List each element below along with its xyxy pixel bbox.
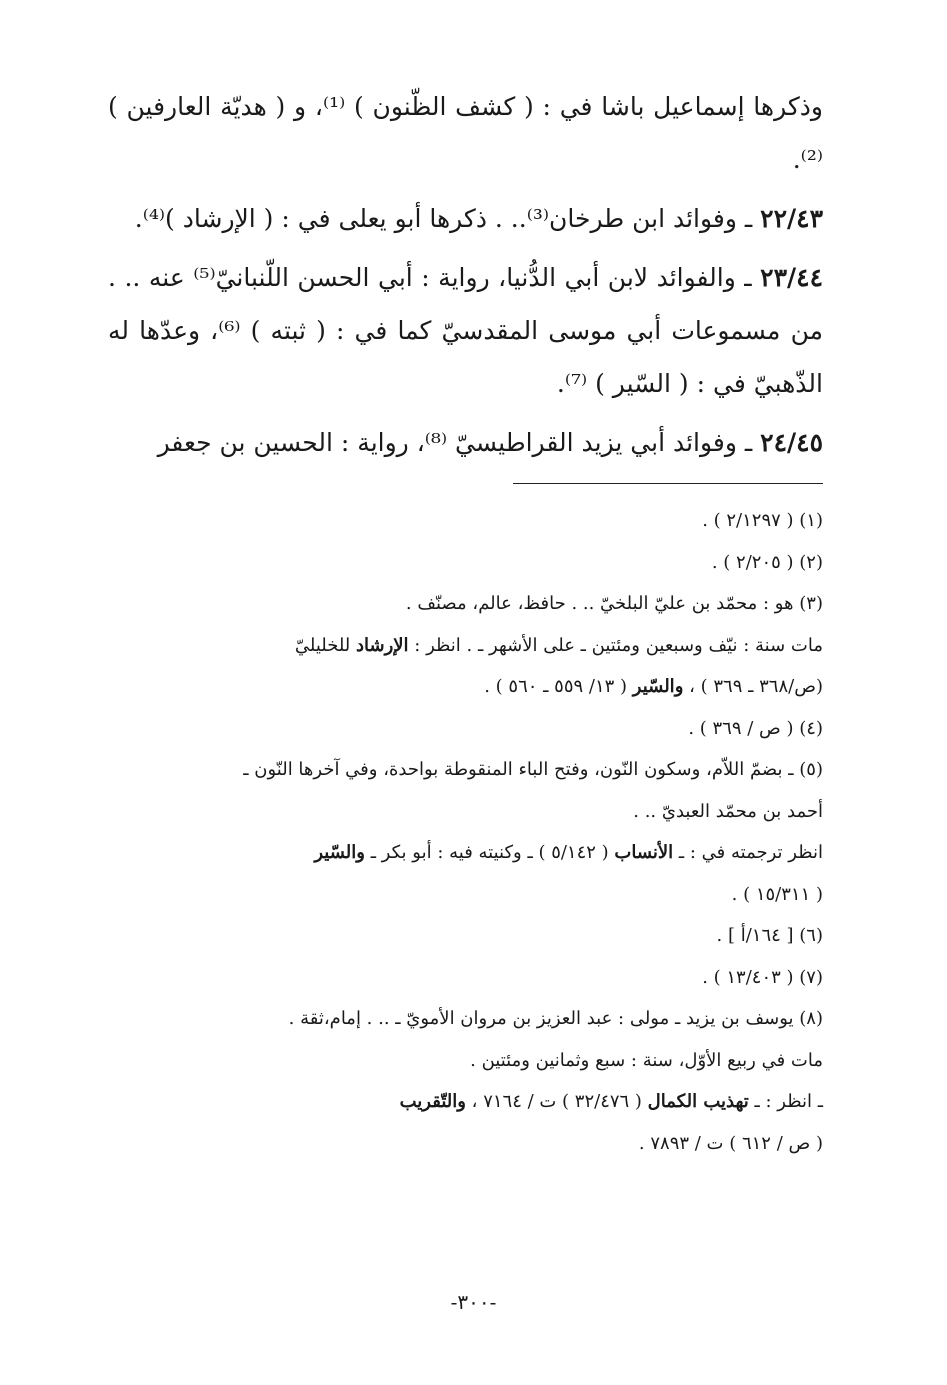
footnote-line <box>108 542 823 584</box>
footnote-line <box>108 666 823 708</box>
footnote-line <box>108 749 823 791</box>
footnote-text: انظر ترجمته في : ـ <box>673 842 823 863</box>
footnote-line <box>108 915 823 957</box>
footnote-text: مات سنة : نيّف وسبعين ومئتين ـ على الأشهر ـ . انظر : <box>408 634 823 656</box>
book-title: الأنساب <box>614 842 674 863</box>
footnote-text: ( ص / ٦١٢ ) ت / ٧٨٩٣ . <box>638 1132 823 1154</box>
book-title: والسّير <box>314 842 365 863</box>
book-title: والسّير <box>632 676 684 697</box>
entry-number: ٢٣/٤٤ <box>760 263 823 292</box>
footnote-text: (٤) ( ص / ٣٦٩ ) . <box>688 717 823 739</box>
footnote-text: أحمد بن محمّد العبديّ .. . <box>633 800 823 822</box>
book-title: والتّقريب <box>399 1091 466 1112</box>
footnote-text: (٣) هو : محمّد بن عليّ البلخيّ .. . حافظ، عالم، مصنّف . <box>405 593 823 614</box>
footnote-line <box>108 832 823 874</box>
page-number: -٣٠٠- <box>450 1290 497 1314</box>
paragraph-intro <box>108 80 823 186</box>
footnote-text: ( ٣٢/٤٧٦ ) ت / ٧١٦٤ ، <box>465 1091 648 1112</box>
footnote-text: ( ٥/١٤٢ ) ـ وكنيته فيه : أبو بكر ـ <box>364 842 615 863</box>
entry-number: ٢٢/٤٣ <box>760 204 823 233</box>
footnote-text: (٨) يوسف بن يزيد ـ مولى : عبد العزيز بن مروان الأمويّ ـ .. . إمام،ثقة . <box>288 1008 823 1029</box>
footnote-text: ( ١٣/ ٥٥٩ ـ ٥٦٠ ) . <box>484 676 633 697</box>
footnote-text: للخليليّ <box>294 634 357 656</box>
footnote-line <box>108 874 823 916</box>
entry-43 <box>108 192 823 245</box>
footnote-text: مات في ربيع الأوّل، سنة : سبع وثمانين ومئتين . <box>470 1049 823 1071</box>
book-title: تهذيب الكمال <box>647 1091 749 1112</box>
footnotes <box>108 500 823 1164</box>
footnote-line <box>108 500 823 542</box>
entry-45 <box>108 416 823 469</box>
footnote-line <box>108 708 823 750</box>
footnote-line <box>108 957 823 999</box>
entry-text: ـ وفوائد ابن طرخان⁽³⁾.. . ذكرها أبو يعلى في : ( الإرشاد )⁽⁴⁾. <box>134 204 761 233</box>
footnote-line <box>108 998 823 1040</box>
footnote-text: (١) ( ٢/١٢٩٧ ) . <box>702 510 823 531</box>
main-text <box>108 80 823 469</box>
footnote-line <box>108 791 823 833</box>
entry-number: ٢٤/٤٥ <box>760 428 823 457</box>
footnote-text: ( ١٥/٣١١ ) . <box>731 883 823 905</box>
footnote-line <box>108 583 823 625</box>
footnote-text: (٢) ( ٢/٢٠٥ ) . <box>711 551 823 573</box>
footnote-text: (٥) ـ بضمّ اللاّم، وسكون النّون، وفتح الباء المنقوطة بواحدة، وفي آخرها النّون ـ <box>243 759 823 780</box>
entry-text: ـ وفوائد أبي يزيد القراطيسيّ ⁽⁸⁾، رواية : الحسين بن جعفر <box>157 428 761 457</box>
footnote-line <box>108 1040 823 1082</box>
footnote-line <box>108 625 823 667</box>
footnote-text: ـ انظر : ـ <box>748 1091 823 1112</box>
paragraph-text: وذكرها إسماعيل باشا في : ( كشف الظّنون ) ⁽¹⁾، و ( هديّة العارفين ) ⁽²⁾. <box>108 92 823 174</box>
footnote-line <box>108 1081 823 1123</box>
entry-44 <box>108 251 823 410</box>
footnote-text: (٦) [ ١٦٤/أ ] . <box>716 925 823 946</box>
entry-text: ـ والفوائد لابن أبي الدُّنيا، رواية : أبي الحسن اللّنبانيّ⁽⁵⁾ عنه .. . من مسموعات أبي موسى المقدسيّ كما في : ( ثبته ) ⁽⁶⁾، وعدّها له الذّهبيّ في : ( السّير ) ⁽⁷⁾. <box>108 263 823 398</box>
page-body <box>108 80 823 1164</box>
footnote-text: (٧) ( ١٣/٤٠٣ ) . <box>702 966 823 988</box>
book-title: الإرشاد <box>356 634 409 656</box>
footnote-text: (ص/٣٦٨ ـ ٣٦٩ ) ، <box>683 676 823 697</box>
footnote-line <box>108 1123 823 1165</box>
footnote-separator <box>513 483 823 484</box>
